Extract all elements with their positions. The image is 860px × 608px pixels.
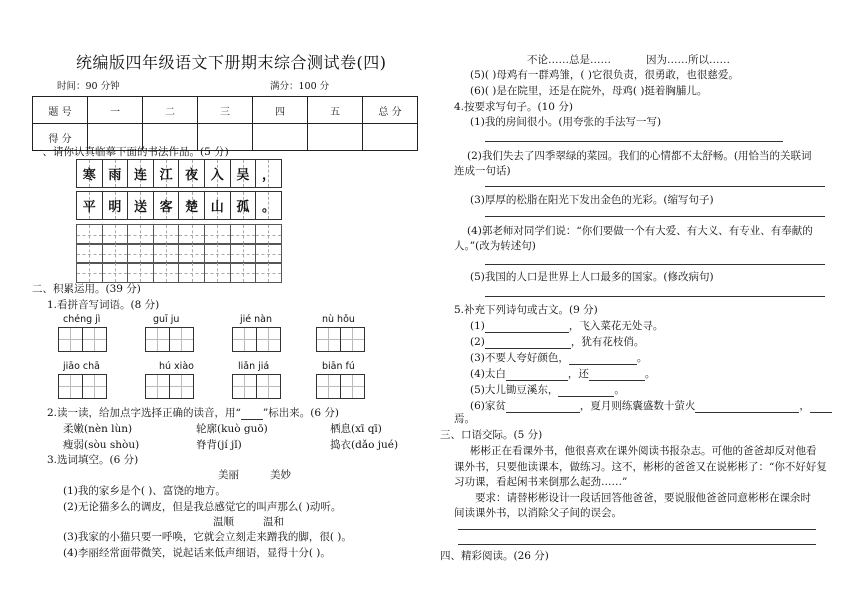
score-table-header-row (33, 97, 418, 124)
poem-blank[interactable] (506, 412, 580, 413)
answer-box[interactable] (145, 374, 194, 399)
rewrite-prompt-cont: 连成一句话) (454, 165, 511, 177)
calligraphy-char: 。 (261, 200, 275, 215)
poem-text: ，飞入菜花无处寻。 (568, 320, 664, 332)
reading-option[interactable]: 瘦弱(sòu shòu) (63, 439, 140, 451)
pinyin-label: biān fú (322, 361, 355, 372)
q3-title: 3.选词填空。(6 分) (47, 454, 139, 466)
full-score-label: 满分：100 分 (270, 81, 330, 92)
rewrite-prompt: (5)我国的人口是世界上人口最多的国家。(修改病句) (470, 271, 714, 283)
table-cell: 一 (88, 97, 143, 124)
answer-line[interactable] (485, 264, 825, 265)
requirement-line: 要求：请替彬彬设计一段话回答他爸爸，要说服他爸爸同意彬彬在课余时 (475, 492, 811, 504)
section-1-title: 一、请你认真临摹下面的书法作品。(5 分) (32, 146, 229, 158)
calligraphy-char: 寒 (82, 168, 96, 183)
poem-line: (5)大儿锄豆溪东， 。 (470, 384, 625, 396)
word-choice: 不论……总是…… (527, 54, 611, 66)
fill-sentence[interactable]: (3)我家的小猫只要一呼唤，它就会立刻走来蹭我的脚，很( )。 (63, 531, 352, 543)
poem-text: (4)太白 (470, 368, 506, 380)
q5-title: 5.补充下列诗句或古文。(9 分) (454, 304, 598, 316)
answer-line[interactable] (458, 544, 816, 545)
word-choice: 温和 (263, 516, 284, 528)
passage-line: 习功课，看起闲书来倒那么起劲……” (454, 476, 628, 488)
poem-blank[interactable] (569, 364, 637, 365)
word-choice: 美妙 (270, 469, 291, 481)
section-2-title: 二、积累运用。(39 分) (32, 283, 141, 295)
poem-line: (3)不要人夸好颜色， 。 (470, 352, 648, 364)
poem-line: (2) ，犹有花枝俏。 (470, 336, 645, 348)
rewrite-prompt: (3)厚厚的松脂在阳光下发出金色的光彩。(缩写句子) (470, 194, 714, 206)
time-label: 时间：90 分钟 (57, 81, 120, 92)
pinyin-label: chéng jì (63, 314, 101, 325)
rewrite-prompt: (4)郭老师对同学们说：“你们要做一个有大爱、有大义、有专业、有奉献的 (467, 225, 813, 237)
fill-sentence[interactable]: (6)( )是在院里，还是在院外，母鸡( )挺着胸脯儿。 (470, 85, 708, 97)
score-input-cell[interactable] (308, 124, 363, 151)
calligraphy-char: 雨 (108, 168, 122, 183)
q2-title (47, 405, 339, 420)
requirement-line: 间读课外书，以消除父子间的误会。 (454, 507, 622, 519)
word-choice: 温顺 (213, 516, 234, 528)
passage-line: 课外书，只要他读课本，做练习。这不，彬彬的爸爸又在说彬彬了：“你不好好复 (454, 461, 827, 473)
poem-blank[interactable] (695, 412, 799, 413)
poem-line: (1) ，飞入菜花无处寻。 (470, 320, 664, 332)
calligraphy-char: 客 (159, 200, 173, 215)
calligraphy-char: 明 (108, 200, 122, 215)
answer-line[interactable] (458, 529, 816, 530)
answer-line[interactable] (485, 296, 825, 297)
fill-sentence[interactable]: (1)我的家乡是个( )、富饶的地方。 (63, 485, 226, 497)
answer-line[interactable] (485, 141, 783, 142)
word-choice: 美丽 (218, 469, 239, 481)
fill-sentence[interactable]: (5)( )母鸡有一群鸡雏，( )它很负责，很勇敢，也很慈爱。 (470, 69, 739, 81)
answer-box[interactable] (58, 327, 107, 352)
calligraphy-line-2 (76, 191, 298, 220)
score-input-cell[interactable] (363, 124, 418, 151)
fill-sentence[interactable]: (4)李丽经常面带微笑，说起话来低声细语，显得十分( )。 (63, 547, 331, 559)
reading-option[interactable]: 栖息(xī qī) (330, 423, 382, 435)
pinyin-label: nù hǒu (322, 314, 355, 325)
poem-line: (4)太白 ，还 。 (470, 368, 656, 380)
poem-text: (5)大儿锄豆溪东， (470, 384, 559, 396)
reading-option[interactable]: 轮廓(kuò guō) (196, 423, 268, 435)
table-cell: 二 (143, 97, 198, 124)
poem-text: (6)家贫 (470, 400, 506, 412)
answer-box[interactable] (58, 374, 107, 399)
pinyin-label: jié nàn (240, 314, 273, 325)
passage-line: 彬彬正在看课外书，他很喜欢在课外阅读书报杂志。可他的爸爸却反对他看 (470, 445, 817, 457)
rewrite-prompt: (1)我的房间很小。(用夸张的手法写一写) (470, 116, 662, 128)
pinyin-label: hú xiào (159, 361, 194, 372)
answer-box[interactable] (145, 327, 194, 352)
table-cell: 题 号 (33, 97, 88, 124)
page-title: 统编版四年级语文下册期末综合测试卷(四) (76, 53, 387, 72)
poem-blank[interactable] (589, 380, 645, 381)
calligraphy-char: 吴 (236, 168, 250, 183)
q4-title: 4.按要求写句子。(10 分) (454, 101, 573, 113)
q1-title: 1.看拼音写词语。(8 分) (47, 299, 160, 311)
calligraphy-char: 楚 (185, 200, 199, 215)
answer-box[interactable] (316, 374, 365, 399)
table-cell: 五 (308, 97, 363, 124)
calligraphy-char: 连 (133, 168, 147, 183)
pinyin-label: guī ju (153, 314, 180, 325)
score-table (32, 96, 418, 151)
table-cell: 四 (253, 97, 308, 124)
underline-mark (241, 419, 263, 420)
rewrite-prompt-cont: 人。”(改为转述句) (454, 240, 536, 252)
poem-blank[interactable] (485, 348, 571, 349)
answer-box[interactable] (232, 374, 281, 399)
reading-option[interactable]: 柔嫩(nèn lùn) (63, 423, 133, 435)
word-choice: 因为……所以…… (646, 54, 730, 66)
section-3-title: 三、口语交际。(5 分) (440, 429, 543, 441)
poem-blank[interactable] (810, 412, 832, 413)
pinyin-label: jiāo chā (63, 361, 100, 372)
calligraphy-char: 送 (133, 200, 147, 215)
poem-blank[interactable] (558, 396, 614, 397)
score-input-cell[interactable] (253, 124, 308, 151)
poem-text: 焉。 (454, 413, 475, 425)
q2-title-end: ”标出来。(6 分) (262, 407, 339, 419)
poem-text: ，还 (567, 368, 589, 380)
table-cell: 得 分 (33, 124, 88, 151)
calligraphy-char: 平 (82, 200, 96, 215)
answer-box[interactable] (316, 327, 365, 352)
poem-blank[interactable] (506, 380, 568, 381)
calligraphy-char: 孤 (236, 200, 250, 215)
calligraphy-char: 夜 (185, 168, 199, 183)
poem-text: (3)不要人夸好颜色， (470, 352, 569, 364)
calligraphy-char: 入 (210, 168, 224, 183)
reading-option[interactable]: 脊背(jí jǐ) (196, 439, 242, 451)
fill-sentence[interactable]: (2)无论猫多么的调皮，但是我总感觉它的叫声那么( )动听。 (63, 501, 342, 513)
reading-option[interactable]: 捣衣(dǎo jué) (330, 439, 399, 451)
poem-line: (6)家贫 ，夏月则练囊盛数十萤火 ， (470, 398, 832, 413)
poem-text: ，犹有花枝俏。 (570, 336, 645, 348)
table-cell: 总 分 (363, 97, 418, 124)
pinyin-label: liǎn jiá (238, 361, 270, 372)
table-cell: 三 (198, 97, 253, 124)
section-4-title: 四、精彩阅读。(26 分) (440, 550, 549, 562)
poem-text: ，夏月则练囊盛数十萤火 (579, 400, 696, 412)
q2-title-start: 2.读一读，给加点字选择正确的读音，用“ (47, 407, 241, 419)
calligraphy-char: ， (261, 168, 275, 183)
calligraphy-line-1 (76, 159, 298, 188)
answer-line[interactable] (485, 216, 825, 217)
calligraphy-char: 山 (210, 200, 224, 215)
rewrite-prompt: (2)我们失去了四季翠绿的菜园。我们的心情都不太舒畅。(用恰当的关联词 (467, 150, 812, 162)
poem-blank[interactable] (485, 332, 569, 333)
calligraphy-char: 江 (159, 168, 173, 183)
answer-box[interactable] (232, 327, 281, 352)
answer-line[interactable] (485, 186, 825, 187)
